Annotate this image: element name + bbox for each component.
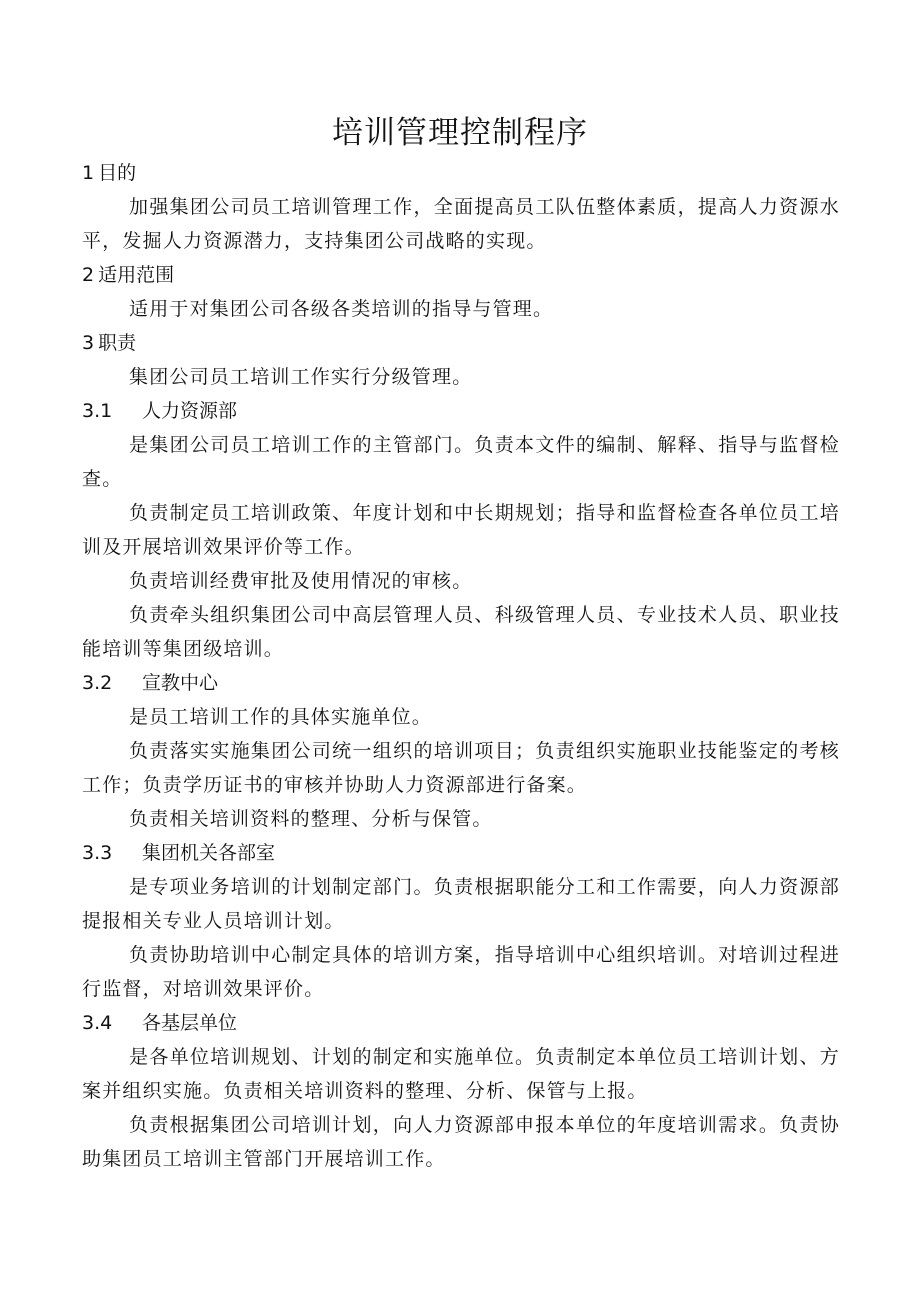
paragraph: 负责根据集团公司培训计划，向人力资源部申报本单位的年度培训需求。负责协助集团员工培训主管部门开展培训工作。 xyxy=(82,1114,840,1170)
paragraph: 是各单位培训规划、计划的制定和实施单位。负责制定本单位员工培训计划、方案并组织实施。负责相关培训资料的整理、分析、保管与上报。 xyxy=(82,1046,840,1102)
section-number: 3.2 xyxy=(82,672,113,694)
section-title: 集团机关各部室 xyxy=(142,842,276,864)
section-number: 3 xyxy=(82,332,95,354)
paragraph: 负责落实实施集团公司统一组织的培训项目；负责组织实施职业技能鉴定的考核工作；负责学历证书的审核并协助人力资源部进行备案。 xyxy=(82,740,840,796)
section-number: 2 xyxy=(82,264,95,286)
section-heading-3-1 xyxy=(82,394,840,428)
section-heading-2 xyxy=(82,258,840,292)
section-title: 各基层单位 xyxy=(142,1012,238,1034)
section-number: 3.3 xyxy=(82,842,113,864)
paragraph: 是专项业务培训的计划制定部门。负责根据职能分工和工作需要，向人力资源部提报相关专业人员培训计划。 xyxy=(82,876,840,932)
section-title: 职责 xyxy=(98,332,137,354)
section-heading-3-2 xyxy=(82,666,840,700)
paragraph: 集团公司员工培训工作实行分级管理。 xyxy=(129,366,473,388)
section-heading-3-4 xyxy=(82,1006,840,1040)
paragraph: 是集团公司员工培训工作的主管部门。负责本文件的编制、解释、指导与监督检查。 xyxy=(82,434,840,490)
document-title: 培训管理控制程序 xyxy=(332,115,588,151)
paragraph: 是员工培训工作的具体实施单位。 xyxy=(129,706,433,728)
section-title: 人力资源部 xyxy=(142,400,238,422)
paragraph: 负责牵头组织集团公司中高层管理人员、科级管理人员、专业技术人员、职业技能培训等集团级培训。 xyxy=(82,604,840,660)
paragraph: 负责制定员工培训政策、年度计划和中长期规划；指导和监督检查各单位员工培训及开展培训效果评价等工作。 xyxy=(82,502,840,558)
section-heading-1 xyxy=(82,156,840,190)
paragraph: 适用于对集团公司各级各类培训的指导与管理。 xyxy=(129,298,554,320)
paragraph: 负责协助培训中心制定具体的培训方案，指导培训中心组织培训。对培训过程进行监督，对培训效果评价。 xyxy=(82,944,840,1000)
section-heading-3-3 xyxy=(82,836,840,870)
paragraph: 负责培训经费审批及使用情况的审核。 xyxy=(129,570,473,592)
paragraph: 加强集团公司员工培训管理工作，全面提高员工队伍整体素质，提高人力资源水平，发掘人力资源潜力，支持集团公司战略的实现。 xyxy=(82,196,840,252)
section-title: 目的 xyxy=(98,162,137,184)
section-title: 宣教中心 xyxy=(142,672,219,694)
document-body xyxy=(82,156,840,1176)
section-number: 3.1 xyxy=(82,400,113,422)
section-number: 1 xyxy=(82,162,95,184)
section-title: 适用范围 xyxy=(98,264,175,286)
section-heading-3 xyxy=(82,326,840,360)
section-number: 3.4 xyxy=(82,1012,113,1034)
paragraph: 负责相关培训资料的整理、分析与保管。 xyxy=(129,808,493,830)
